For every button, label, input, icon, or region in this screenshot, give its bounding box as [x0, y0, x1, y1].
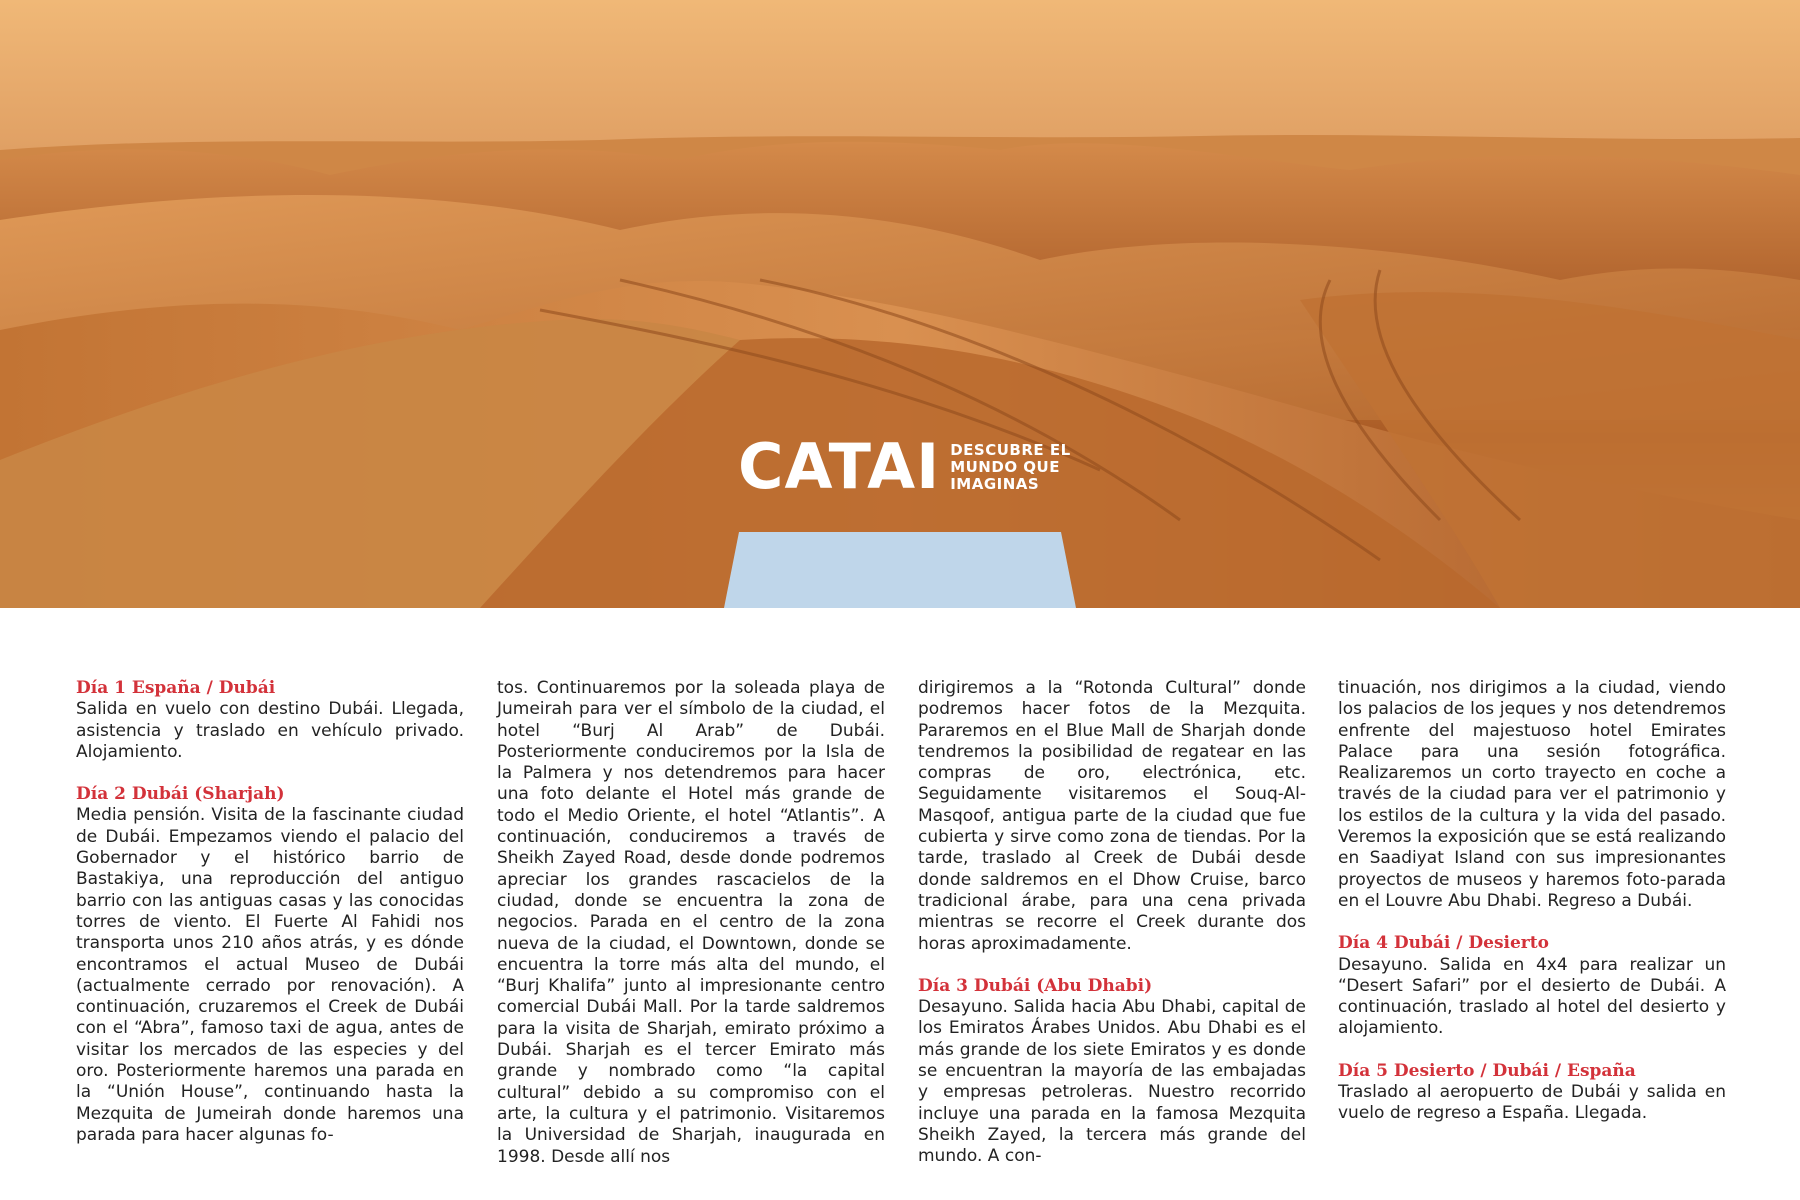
day-text: Desayuno. Salida en 4x4 para realizar un “Desert Safari” por el desierto de Dubái. A continuación, traslado al hotel del desierto y alojamiento. [1338, 954, 1726, 1039]
day-text: dirigiremos a la “Rotonda Cultural” donde podremos hacer fotos de la Mezquita. Pararemos en el Blue Mall de Sharjah donde tendremos la posibilidad de regatear en las compras de oro, electrónica, etc. Seguidamente visitaremos el Souq-Al-Masqoof, antigua parte de la ciudad que fue cubierta y sirve como zona de tiendas. Por la tarde, traslado al Creek de Dubái desde donde saldremos en el Dhow Cruise, barco tradicional árabe, para una cena privada mientras se recorre el Creek durante dos horas aproximadamente. [918, 678, 1306, 954]
itinerary-text [76, 678, 1726, 1167]
text-column-1 [76, 678, 464, 1167]
day-heading: Día 1 España / Dubái [76, 678, 276, 698]
tagline-line: IMAGINAS [950, 474, 1040, 493]
text-column-3 [918, 678, 1306, 1189]
accent-block [724, 532, 1076, 608]
day-text: tos. Continuaremos por la soleada playa de Jumeirah para ver el símbolo de la ciudad, el hotel “Burj Al Arab” de Dubái. Posteriormente conduciremos por la Isla de la Palmera y nos detendremos para hacer una foto delante el Hotel más grande de todo el Medio Oriente, el hotel “Atlantis”. A continuación, conduciremos a través de Sheikh Zayed Road, desde donde podremos apreciar los grandes rascacielos de la ciudad, donde se encuentra la zona de negocios. Parada en el centro de la zona nueva de la ciudad, el Downtown, donde se encuentra la torre más alta del mundo, el “Burj Khalifa” junto al impresionante centro comercial Dubái Mall. Por la tarde saldremos para la visita de Sharjah, emirato próximo a Dubái. Sharjah es el tercer Emirato más grande y nombrado como “la capital cultural” debido a su compromiso con el arte, la cultura y el patrimonio. Visitaremos la Universidad de Sharjah, inaugurada en 1998. Desde allí nos [497, 678, 885, 1167]
brand-name: CATAI [738, 430, 941, 503]
day-text: Media pensión. Visita de la fascinante ciudad de Dubái. Empezamos viendo el palacio del Gobernador y el histórico barrio de Bastakiya, una reproducción del antiguo barrio con las antiguas casas y las conocidas torres de viento. El Fuerte Al Fahidi nos transporta unos 210 años atrás, y es dónde encontramos el actual Museo de Dubái (actualmente cerrado por renovación). A continuación, cruzaremos el Creek de Dubái con el “Abra”, famoso taxi de agua, antes de visitar los mercados de las especies y del oro. Posteriormente haremos una parada en la “Unión House”, continuando hasta la Mezquita de Jumeirah donde haremos una parada para hacer algunas fo- [76, 805, 464, 1145]
catai-logo [738, 430, 1071, 503]
day-heading: Día 5 Desierto / Dubái / España [1338, 1060, 1636, 1081]
text-column-2 [497, 678, 885, 1189]
day-text: Traslado al aeropuerto de Dubái y salida en vuelo de regreso a España. Llegada. [1338, 1082, 1726, 1124]
day-heading: Día 4 Dubái / Desierto [1338, 933, 1549, 954]
day-heading: Día 3 Dubái (Abu Dhabi) [918, 975, 1153, 996]
day-text: tinuación, nos dirigimos a la ciudad, viendo los palacios de los jeques y nos detendremos enfrente del majestuoso hotel Emirates Palace para una sesión fotográfica. Realizaremos un corto trayecto en coche a través de la ciudad para ver el patrimonio y los estilos de la cultura y la vida del pasado. Veremos la exposición que se está realizando en Saadiyat Island con sus impresionantes proyectos de museos y haremos foto-parada en el Louvre Abu Dhabi. Regreso a Dubái. [1338, 678, 1726, 911]
text-column-4 [1338, 678, 1726, 1146]
day-heading: Día 2 Dubái (Sharjah) [76, 784, 285, 805]
tagline-line: DESCUBRE EL [950, 440, 1071, 459]
tagline-line: MUNDO QUE [950, 457, 1060, 476]
day-text: Desayuno. Salida hacia Abu Dhabi, capital de los Emiratos Árabes Unidos. Abu Dhabi es el más grande de los siete Emiratos y es donde se encuentran la mayoría de las embajadas y empresas petroleras. Nuestro recorrido incluye una parada en la famosa Mezquita Sheikh Zayed, la tercera más grande del mundo. A con- [918, 997, 1306, 1167]
day-text: Salida en vuelo con destino Dubái. Llegada, asistencia y traslado en vehículo privado. Alojamiento. [76, 699, 464, 762]
brand-tagline [950, 442, 1070, 493]
